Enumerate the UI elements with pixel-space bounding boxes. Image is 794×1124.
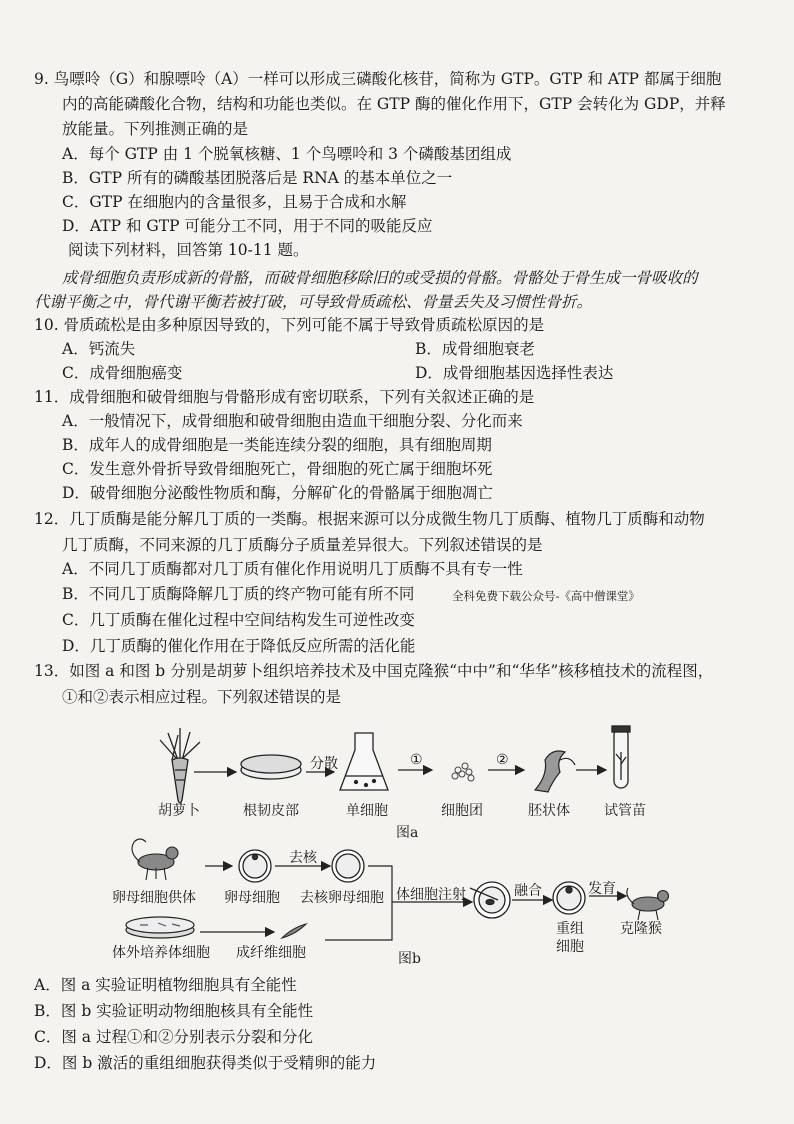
fibroblast-icon xyxy=(282,924,306,938)
q11-option-d: D．破骨细胞分泌酸性物质和酶，分解矿化的骨骼属于细胞凋亡 xyxy=(62,484,493,502)
q9-option-a: A．每个 GTP 由 1 个脱氧核糖、1 个鸟嘌呤和 3 个磷酸基团组成 xyxy=(62,145,512,163)
figure-a-caption: 图a xyxy=(396,825,419,841)
label-step-1: ① xyxy=(410,752,423,768)
q9-stem-line2: 内的高能磷酸化合物，结构和功能也类似。在 GTP 酶的催化作用下，GTP 会转化为 GDP，并释 xyxy=(62,95,726,113)
q13-option-a: A．图 a 实验证明植物细胞具有全能性 xyxy=(34,976,297,994)
q9-option-b: B．GTP 所有的磷酸基团脱落后是 RNA 的基本单位之一 xyxy=(62,169,453,187)
q11-option-c: C．发生意外骨折导致骨细胞死亡，骨细胞的死亡属于细胞坏死 xyxy=(62,460,493,478)
carrot-icon xyxy=(160,728,200,803)
injected-cell-icon xyxy=(470,882,510,918)
label-plantlet: 试管苗 xyxy=(604,803,646,819)
q11-stem: 11．成骨细胞和破骨细胞与骨骼形成有密切联系，下列有关叙述正确的是 xyxy=(34,388,535,406)
label-embryoid: 胚状体 xyxy=(528,803,570,819)
label-fibroblast: 成纤维细胞 xyxy=(236,945,306,961)
test-tube-icon xyxy=(612,726,630,788)
q10-option-d: D．成骨细胞基因选择性表达 xyxy=(415,364,614,382)
label-somatic-injection: 体细胞注射 xyxy=(396,887,466,903)
q11-option-b: B．成年人的成骨细胞是一类能连续分裂的细胞，具有细胞周期 xyxy=(62,436,492,454)
oocyte-icon xyxy=(239,850,271,882)
reading-material-line2: 代谢平衡之中，骨代谢平衡若被打破，可导致骨质疏松、骨量丢失及习惯性骨折。 xyxy=(34,293,593,311)
q9-option-c: C．GTP 在细胞内的含量很多，且易于合成和水解 xyxy=(62,193,407,211)
q13-option-d: D．图 b 激活的重组细胞获得类似于受精卵的能力 xyxy=(34,1054,377,1072)
label-recombinant-cell-line1: 重组 xyxy=(556,921,584,937)
watermark-text: 全科免费下载公众号-《高中僧课堂》 xyxy=(452,589,640,603)
label-carrot: 胡萝卜 xyxy=(158,803,200,819)
label-clone-monkey: 克隆猴 xyxy=(620,921,662,937)
reading-intro: 阅读下列材料，回答第 10-11 题。 xyxy=(68,241,309,259)
label-disperse: 分散 xyxy=(310,756,338,772)
q10-option-a: A．钙流失 xyxy=(62,340,136,358)
label-single-cell: 单细胞 xyxy=(346,803,388,819)
label-develop: 发育 xyxy=(588,881,616,897)
q10-stem: 10. 骨质疏松是由多种原因导致的，下列可能不属于导致骨质疏松原因的是 xyxy=(34,316,545,334)
label-step-2: ② xyxy=(496,752,509,768)
clone-monkey-icon xyxy=(627,888,669,920)
cell-cluster-icon xyxy=(452,763,474,781)
enucleated-oocyte-icon xyxy=(332,850,364,882)
q12-option-a: A．不同几丁质酶都对几丁质有催化作用说明几丁质酶不具有专一性 xyxy=(62,560,523,578)
label-enucleated-oocyte: 去核卵母细胞 xyxy=(300,890,384,906)
label-fusion: 融合 xyxy=(514,883,542,899)
q13-option-b: B．图 b 实验证明动物细胞核具有全能性 xyxy=(34,1002,314,1020)
q13-option-c: C．图 a 过程①和②分别表示分裂和分化 xyxy=(34,1028,313,1046)
q10-option-c: C．成骨细胞癌变 xyxy=(62,364,183,382)
q12-option-d: D．几丁质酶的催化作用在于降低反应所需的活化能 xyxy=(62,637,416,655)
q10-option-b: B．成骨细胞衰老 xyxy=(415,340,535,358)
q12-option-b: B．不同几丁质酶降解几丁质的终产物可能有所不同 xyxy=(62,585,415,603)
q11-option-a: A．一般情况下，成骨细胞和破骨细胞由造血干细胞分裂、分化而来 xyxy=(62,412,523,430)
label-enucleate: 去核 xyxy=(289,850,317,866)
embryoid-icon xyxy=(535,751,575,792)
q9-stem-line1: 9. 鸟嘌呤（G）和腺嘌呤（A）一样可以形成三磷酸化核苷，简称为 GTP。GTP 和 ATP 都属于细胞 xyxy=(34,70,722,88)
monkey-donor-icon xyxy=(132,839,178,880)
label-oocyte-donor: 卵母细胞供体 xyxy=(112,890,196,906)
label-cell-cluster: 细胞团 xyxy=(441,803,483,819)
figure-b-caption: 图b xyxy=(398,951,421,967)
q12-stem-line2: 几丁质酶，不同来源的几丁质酶分子质量差异很大。下列叙述错误的是 xyxy=(62,536,543,554)
label-recombinant-cell-line2: 细胞 xyxy=(556,939,584,955)
petri-dish-icon xyxy=(241,755,301,779)
label-cultured-cells: 体外培养体细胞 xyxy=(112,945,210,961)
recombinant-cell-icon xyxy=(553,882,585,914)
q9-option-d: D．ATP 和 GTP 可能分工不同，用于不同的吸能反应 xyxy=(62,217,433,235)
q13-stem-line1: 13．如图 a 和图 b 分别是胡萝卜组织培养技术及中国克隆猴“中中”和“华华”核移植技术的流程图， xyxy=(34,662,714,680)
flask-icon xyxy=(340,733,388,790)
q13-stem-line2: ①和②表示相应过程。下列叙述错误的是 xyxy=(62,688,342,706)
culture-dish-icon xyxy=(126,917,194,938)
q12-option-c: C．几丁质酶在催化过程中空间结构发生可逆性改变 xyxy=(62,611,415,629)
reading-material-line1: 成骨细胞负责形成新的骨骼，而破骨细胞移除旧的或受损的骨骼。骨骼处于骨生成一骨吸收的 xyxy=(62,269,698,287)
q12-stem-line1: 12．几丁质酶是能分解几丁质的一类酶。根据来源可以分成微生物几丁质酶、植物几丁质酶和动物 xyxy=(34,510,705,528)
label-oocyte: 卵母细胞 xyxy=(224,890,280,906)
q9-stem-line3: 放能量。下列推测正确的是 xyxy=(62,120,249,138)
label-phloem: 根韧皮部 xyxy=(243,803,299,819)
